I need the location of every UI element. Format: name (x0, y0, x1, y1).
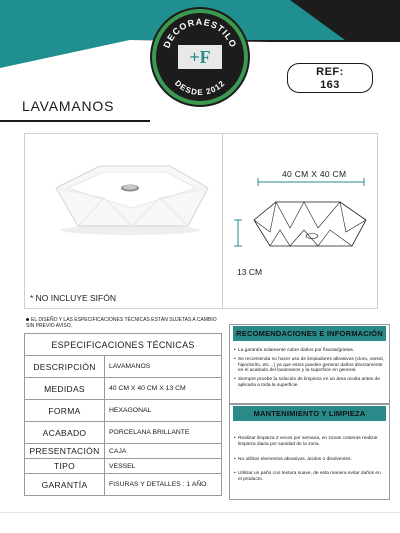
dimension-width: 40 CM X 40 CM (282, 169, 347, 179)
maintenance-title: MANTENIMIENTO Y LIMPIEZA (233, 406, 386, 421)
maintenance-list (234, 436, 384, 486)
list-item: • Se recomienda no hacer uso de limpiadores abrasivos (cloro, varsol, hipoclorito, etc…) ya que estos pueden generar daños directamente en el acabado del lavamanos y la superficie en general. (234, 357, 384, 374)
spec-value: 40 CM X 40 CM X 13 CM (105, 378, 222, 400)
spec-value: PORCELANA BRILLANTE (105, 422, 222, 444)
spec-table-title: ESPECIFICACIONES TÉCNICAS (25, 334, 222, 356)
spec-value: FISURAS Y DETALLES : 1 AÑO (105, 474, 222, 496)
reference-label: REF: (316, 66, 344, 78)
table-row (25, 474, 222, 496)
reference-box (287, 63, 373, 93)
list-item: • No utilizar elementos abrasivos, ácidos o disolventes. (234, 457, 384, 463)
spec-value: HEXAGONAL (105, 400, 222, 422)
table-row (25, 400, 222, 422)
spec-key: GARANTÍA (25, 474, 105, 496)
spec-table (24, 333, 222, 496)
drawing-drain-icon (306, 234, 318, 239)
list-item: • Utilizar un paño con textura suave, de esta manera evitar daños en el producto. (234, 471, 384, 483)
disclaimer (26, 317, 226, 329)
spec-value: VESSEL (105, 459, 222, 474)
disclaimer-text: EL DISEÑO Y LAS ESPECIFICACIONES TÉCNICAS ESTÁN SUJETAS A CAMBIO SIN PREVIO AVISO. (26, 317, 217, 329)
brand-logo (148, 5, 252, 109)
list-item: • Realizar limpieza 2 veces por semana, en zonas costeras realizar limpieza diaria por sanidad de la zona. (234, 436, 384, 448)
spec-key: TIPO (25, 459, 105, 474)
table-row (25, 444, 222, 459)
spec-value: CAJA (105, 444, 222, 459)
table-row (25, 422, 222, 444)
dimension-height: 13 CM (237, 267, 263, 277)
list-item: • Siempre pruebe la solución de limpieza en un área oculta antes de aplicarla a toda la superficie. (234, 377, 384, 389)
footer-divider (0, 512, 400, 513)
reference-value: 163 (320, 79, 340, 91)
frame-divider (222, 133, 223, 309)
spec-key: ACABADO (25, 422, 105, 444)
logo-bottom-text: DESDE 2012 (173, 78, 227, 98)
spec-key: MEDIDAS (25, 378, 105, 400)
spec-key: PRESENTACIÓN (25, 444, 105, 459)
spec-key: DESCRIPCIÓN (25, 356, 105, 378)
list-item: • La garantía solamente cubre daños por fisuras/grietas. (234, 348, 384, 354)
spec-key: FORMA (25, 400, 105, 422)
title-underline (0, 120, 150, 122)
table-row (25, 378, 222, 400)
product-title: LAVAMANOS (22, 98, 115, 114)
logo-monogram: +F (189, 47, 211, 67)
logo-top-text: DECORAESTILO (161, 16, 239, 50)
table-row (25, 356, 222, 378)
spec-value: LAVAMANOS (105, 356, 222, 378)
bullet-icon (26, 318, 29, 321)
sink-photo (48, 158, 213, 238)
recommendations-list (234, 348, 384, 392)
no-siphon-note: * NO INCLUYE SIFÓN (30, 293, 116, 303)
recommendations-title: RECOMENDACIONES E INFORMACIÓN (233, 326, 386, 341)
table-row (25, 459, 222, 474)
